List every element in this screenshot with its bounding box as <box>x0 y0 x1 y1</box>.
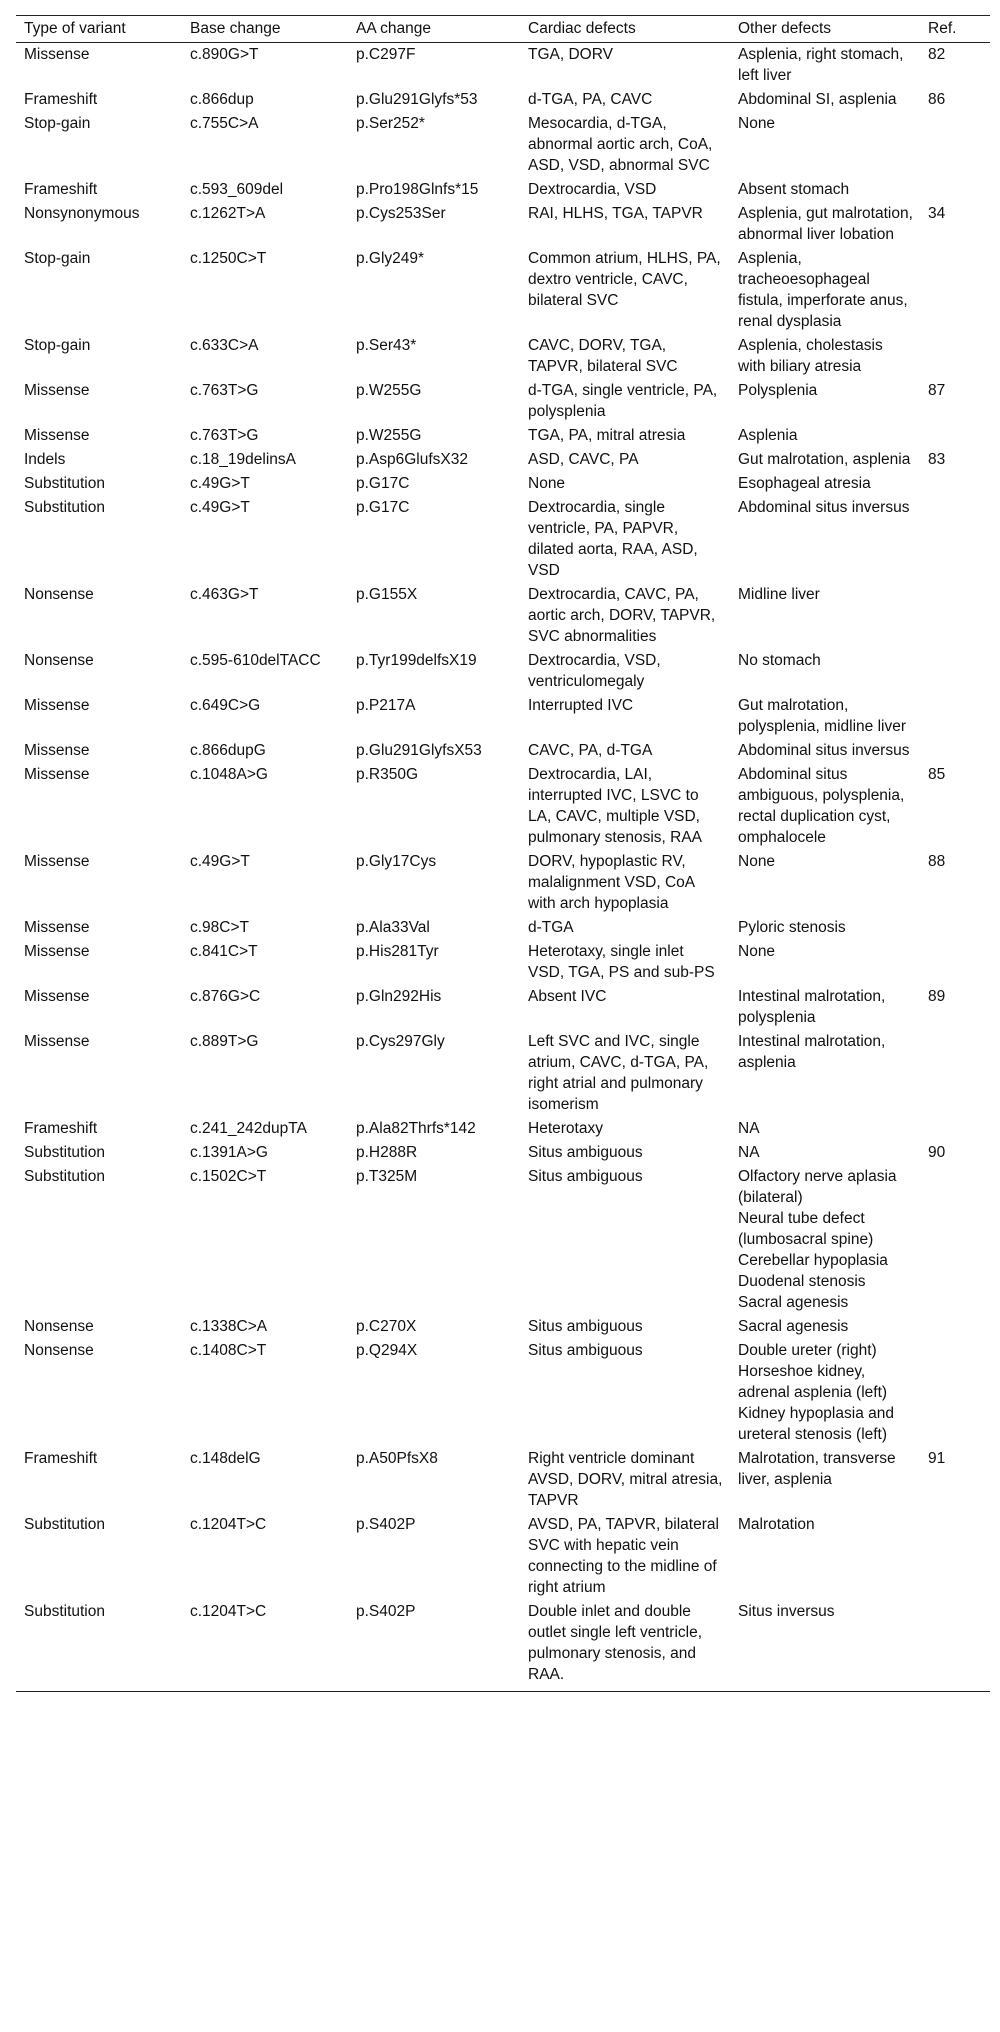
cell-type-of-variant: Substitution <box>24 1144 105 1161</box>
cell-other-defects <box>730 43 920 89</box>
other-defect-item: Olfactory nerve aplasia (bilateral) <box>738 1168 897 1206</box>
cell-ref <box>920 1513 990 1600</box>
cell-cardiac-defects: CAVC, PA, d-TGA <box>528 742 653 759</box>
cell-cardiac-defects: Common atrium, HLHS, PA, dextro ventricle, CAVC, bilateral SVC <box>528 250 721 309</box>
cell-ref <box>920 739 990 763</box>
cell-base-change: c.463G>T <box>190 586 259 603</box>
cell-other-defects <box>730 1600 920 1692</box>
cell-cardiac-defects: Heterotaxy <box>528 1120 603 1137</box>
other-defect-item: Gut malrotation, asplenia <box>738 451 911 468</box>
cell-cardiac-defects: ASD, CAVC, PA <box>528 451 639 468</box>
cell-other-defects <box>730 1447 920 1513</box>
cell-aa-change: p.Cys253Ser <box>356 205 446 222</box>
other-defect-item: Duodenal stenosis <box>738 1273 866 1290</box>
cell-ref <box>920 1600 990 1692</box>
other-defect-item: NA <box>738 1120 760 1137</box>
table-row <box>16 1447 990 1513</box>
cell-ref: 88 <box>928 853 946 870</box>
cell-ref <box>920 916 990 940</box>
other-defect-item: Asplenia, cholestasis with biliary atresia <box>738 337 883 375</box>
other-defect-item: Esophageal atresia <box>738 475 871 492</box>
table-row <box>16 1030 990 1117</box>
cell-ref: 86 <box>928 91 946 108</box>
cell-base-change: c.98C>T <box>190 919 250 936</box>
other-defect-item: None <box>738 943 776 960</box>
cell-base-change: c.1204T>C <box>190 1516 267 1533</box>
cell-type-of-variant: Frameshift <box>24 181 98 198</box>
cell-aa-change: p.Ser252* <box>356 115 425 132</box>
table-row <box>16 178 990 202</box>
table-row <box>16 1117 990 1141</box>
table-row <box>16 583 990 649</box>
other-defect-item: Absent stomach <box>738 181 850 198</box>
cell-type-of-variant: Missense <box>24 853 90 870</box>
cell-ref <box>920 334 990 379</box>
cell-base-change: c.1204T>C <box>182 1600 348 1692</box>
other-defect-item: Horseshoe kidney, adrenal asplenia (left) <box>738 1363 888 1401</box>
header-aa-change: AA change <box>348 16 520 43</box>
cell-base-change: c.866dup <box>190 91 254 108</box>
other-defect-item: Abdominal SI, asplenia <box>738 91 897 108</box>
table-body <box>16 43 990 1692</box>
cell-other-defects <box>730 1030 920 1117</box>
other-defect-item: NA <box>738 1144 760 1161</box>
cell-other-defects <box>730 247 920 334</box>
header-ref: Ref. <box>920 16 990 43</box>
header-other-defects: Other defects <box>730 16 920 43</box>
table-row <box>16 694 990 739</box>
cell-aa-change: p.Cys297Gly <box>356 1033 445 1050</box>
cell-ref: 82 <box>928 46 946 63</box>
cell-cardiac-defects: Dextrocardia, LAI, interrupted IVC, LSVC to LA, CAVC, multiple VSD, pulmonary stenosis, RAA <box>528 766 703 846</box>
other-defect-item: Double ureter (right) <box>738 1342 877 1359</box>
cell-base-change: c.593_609del <box>190 181 284 198</box>
table-row <box>16 916 990 940</box>
cell-type-of-variant: Missense <box>24 382 90 399</box>
cell-aa-change: p.Ser43* <box>356 337 417 354</box>
cell-type-of-variant: Missense <box>24 1033 90 1050</box>
cell-aa-change: p.Gly249* <box>356 250 425 267</box>
other-defect-item: Sacral agenesis <box>738 1294 849 1311</box>
cell-type-of-variant: Frameshift <box>24 91 98 108</box>
cell-cardiac-defects: Situs ambiguous <box>528 1342 643 1359</box>
table-row <box>16 985 990 1030</box>
other-defect-item: Asplenia, right stomach, left liver <box>738 46 904 84</box>
cell-base-change: c.755C>A <box>190 115 259 132</box>
table-row <box>16 247 990 334</box>
cell-cardiac-defects: None <box>528 475 566 492</box>
cell-type-of-variant: Stop-gain <box>24 337 91 354</box>
cell-base-change: c.841C>T <box>190 943 258 960</box>
cell-base-change: c.763T>G <box>190 382 259 399</box>
cell-ref: 83 <box>928 451 946 468</box>
table-header <box>16 16 990 43</box>
table-row <box>16 763 990 850</box>
table-row <box>16 1600 990 1692</box>
table-row <box>16 112 990 178</box>
other-defect-item: No stomach <box>738 652 821 669</box>
cell-base-change: c.890G>T <box>190 46 259 63</box>
other-defect-item: Sacral agenesis <box>738 1318 849 1335</box>
other-defect-item: Pyloric stenosis <box>738 919 846 936</box>
cell-other-defects <box>730 424 920 448</box>
cell-ref <box>920 940 990 985</box>
cell-other-defects <box>730 496 920 583</box>
cell-type-of-variant: Nonsense <box>24 1342 94 1359</box>
cell-aa-change: p.Ala82Thrfs*142 <box>356 1120 476 1137</box>
cell-aa-change: p.Tyr199delfsX19 <box>356 652 477 669</box>
other-defect-item: Malrotation, transverse liver, asplenia <box>738 1450 896 1488</box>
other-defect-item: Midline liver <box>738 586 820 603</box>
cell-cardiac-defects: Situs ambiguous <box>528 1318 643 1335</box>
other-defect-item: None <box>738 115 776 132</box>
header-base-change: Base change <box>182 16 348 43</box>
cell-aa-change: p.G17C <box>356 475 410 492</box>
other-defect-item: Asplenia, tracheoesophageal fistula, imperforate anus, renal dysplasia <box>738 250 908 330</box>
cell-cardiac-defects: Heterotaxy, single inlet VSD, TGA, PS and sub-PS <box>528 943 715 981</box>
table-row <box>16 1315 990 1339</box>
cell-other-defects <box>730 1339 920 1447</box>
cell-ref <box>920 1315 990 1339</box>
cell-other-defects <box>730 112 920 178</box>
other-defect-item: Abdominal situs inversus <box>738 499 910 516</box>
cell-aa-change: p.Glu291GlyfsX53 <box>356 742 482 759</box>
cell-aa-change: p.W255G <box>356 427 422 444</box>
cell-aa-change: p.Asp6GlufsX32 <box>356 451 469 468</box>
other-defect-item: Asplenia <box>738 427 798 444</box>
cell-type-of-variant: Substitution <box>16 1600 182 1692</box>
table-row <box>16 850 990 916</box>
cell-aa-change: p.Gln292His <box>356 988 442 1005</box>
cell-type-of-variant: Nonsense <box>24 1318 94 1335</box>
cell-other-defects <box>730 1315 920 1339</box>
cell-aa-change: p.A50PfsX8 <box>356 1450 438 1467</box>
table-row <box>16 649 990 694</box>
cell-ref <box>920 472 990 496</box>
cell-type-of-variant: Substitution <box>24 475 105 492</box>
other-defect-item: Neural tube defect (lumbosacral spine) <box>738 1210 874 1248</box>
cell-aa-change: p.G155X <box>356 586 418 603</box>
cell-cardiac-defects: RAI, HLHS, TGA, TAPVR <box>528 205 703 222</box>
table-row <box>16 202 990 247</box>
other-defect-item: Intestinal malrotation, asplenia <box>738 1033 886 1071</box>
cell-type-of-variant: Substitution <box>24 1516 105 1533</box>
other-defect-item: Kidney hypoplasia and ureteral stenosis (left) <box>738 1405 894 1443</box>
cell-type-of-variant: Stop-gain <box>24 115 91 132</box>
cell-base-change: c.1262T>A <box>190 205 266 222</box>
cell-cardiac-defects: Dextrocardia, CAVC, PA, aortic arch, DORV, TAPVR, SVC abnormalities <box>528 586 716 645</box>
cell-type-of-variant: Nonsense <box>24 586 94 603</box>
cell-other-defects <box>730 1117 920 1141</box>
cell-other-defects <box>730 985 920 1030</box>
cell-base-change: c.1391A>G <box>190 1144 268 1161</box>
cell-aa-change: p.Q294X <box>356 1342 418 1359</box>
table-row <box>16 1339 990 1447</box>
cell-cardiac-defects: Dextrocardia, single ventricle, PA, PAPVR, dilated aorta, RAA, ASD, VSD <box>528 499 698 579</box>
cell-ref <box>920 112 990 178</box>
cell-aa-change: p.C297F <box>356 46 416 63</box>
cell-ref <box>920 694 990 739</box>
cell-aa-change: p.H288R <box>356 1144 418 1161</box>
other-defect-item: Intestinal malrotation, polysplenia <box>738 988 886 1026</box>
cell-other-defects <box>730 649 920 694</box>
cell-type-of-variant: Substitution <box>24 499 105 516</box>
cell-cardiac-defects: Dextrocardia, VSD <box>528 181 657 198</box>
cell-base-change: c.633C>A <box>190 337 259 354</box>
cell-cardiac-defects: Double inlet and double outlet single left ventricle, pulmonary stenosis, and RAA. <box>520 1600 730 1692</box>
cell-cardiac-defects: Right ventricle dominant AVSD, DORV, mitral atresia, TAPVR <box>528 1450 723 1509</box>
cell-base-change: c.763T>G <box>190 427 259 444</box>
cell-ref <box>920 424 990 448</box>
cell-aa-change: p.S402P <box>356 1516 416 1533</box>
cell-ref: 90 <box>928 1144 946 1161</box>
cell-ref: 85 <box>928 766 946 783</box>
cell-type-of-variant: Stop-gain <box>24 250 91 267</box>
table-row <box>16 472 990 496</box>
header-row <box>16 16 990 43</box>
cell-ref <box>920 1117 990 1141</box>
cell-type-of-variant: Missense <box>24 427 90 444</box>
header-cardiac-defects: Cardiac defects <box>520 16 730 43</box>
other-defect-item: Asplenia, gut malrotation, abnormal liver lobation <box>738 205 913 243</box>
cell-cardiac-defects: d-TGA <box>528 919 574 936</box>
cell-other-defects <box>730 1141 920 1165</box>
cell-ref <box>920 496 990 583</box>
cell-cardiac-defects: TGA, DORV <box>528 46 613 63</box>
cell-other-defects <box>730 583 920 649</box>
cell-aa-change: p.Ala33Val <box>356 919 430 936</box>
cell-other-defects <box>730 1513 920 1600</box>
other-defect-item: Abdominal situs ambiguous, polysplenia, rectal duplication cyst, omphalocele <box>738 766 905 846</box>
cell-type-of-variant: Missense <box>24 742 90 759</box>
cell-aa-change: p.P217A <box>356 697 416 714</box>
other-defect-item: None <box>738 853 776 870</box>
cell-cardiac-defects: Mesocardia, d-TGA, abnormal aortic arch, CoA, ASD, VSD, abnormal SVC <box>528 115 713 174</box>
table-row <box>16 424 990 448</box>
cell-ref <box>920 649 990 694</box>
cell-cardiac-defects: Dextrocardia, VSD, ventriculomegaly <box>528 652 661 690</box>
cell-base-change: c.876G>C <box>190 988 261 1005</box>
cell-other-defects <box>730 379 920 424</box>
cell-ref <box>920 178 990 202</box>
cell-aa-change: p.Glu291Glyfs*53 <box>356 91 478 108</box>
cell-cardiac-defects: Absent IVC <box>528 988 607 1005</box>
cell-type-of-variant: Frameshift <box>24 1120 98 1137</box>
cell-ref <box>920 1030 990 1117</box>
cell-type-of-variant: Nonsynonymous <box>24 205 140 222</box>
table-row <box>16 379 990 424</box>
table-row <box>16 940 990 985</box>
cell-other-defects <box>730 850 920 916</box>
cell-type-of-variant: Frameshift <box>24 1450 98 1467</box>
other-defect-item: Malrotation <box>738 1516 815 1533</box>
cell-ref <box>920 583 990 649</box>
cell-ref <box>920 247 990 334</box>
other-defect-item: Abdominal situs inversus <box>738 742 910 759</box>
cell-ref: 91 <box>928 1450 946 1467</box>
cell-base-change: c.866dupG <box>190 742 266 759</box>
cell-base-change: c.148delG <box>190 1450 261 1467</box>
cell-cardiac-defects: CAVC, DORV, TGA, TAPVR, bilateral SVC <box>528 337 678 375</box>
cell-cardiac-defects: DORV, hypoplastic RV, malalignment VSD, CoA with arch hypoplasia <box>528 853 695 912</box>
cell-other-defects <box>730 694 920 739</box>
cell-base-change: c.49G>T <box>190 499 250 516</box>
cell-base-change: c.1408C>T <box>190 1342 267 1359</box>
cell-ref: 89 <box>928 988 946 1005</box>
cell-type-of-variant: Missense <box>24 46 90 63</box>
cell-cardiac-defects: Situs ambiguous <box>528 1168 643 1185</box>
table-row <box>16 88 990 112</box>
cell-cardiac-defects: TGA, PA, mitral atresia <box>528 427 686 444</box>
table-row <box>16 448 990 472</box>
cell-base-change: c.1048A>G <box>190 766 268 783</box>
other-defect-item: Polysplenia <box>738 382 818 399</box>
cell-aa-change: p.S402P <box>348 1600 520 1692</box>
cell-base-change: c.1250C>T <box>190 250 267 267</box>
cell-base-change: c.649C>G <box>190 697 261 714</box>
cell-type-of-variant: Missense <box>24 988 90 1005</box>
cell-cardiac-defects: Left SVC and IVC, single atrium, CAVC, d-TGA, PA, right atrial and pulmonary isomerism <box>528 1033 709 1113</box>
cell-cardiac-defects: d-TGA, single ventricle, PA, polysplenia <box>528 382 718 420</box>
cell-type-of-variant: Missense <box>24 697 90 714</box>
cell-base-change: c.49G>T <box>190 853 250 870</box>
variant-table-container <box>16 15 990 1692</box>
cell-ref: 87 <box>928 382 946 399</box>
cell-aa-change: p.T325M <box>356 1168 418 1185</box>
cell-other-defects <box>730 763 920 850</box>
cell-base-change: c.18_19delinsA <box>190 451 296 468</box>
table-row <box>16 334 990 379</box>
cell-other-defects <box>730 472 920 496</box>
cell-type-of-variant: Indels <box>24 451 66 468</box>
cell-other-defects <box>730 448 920 472</box>
other-defect-item: Cerebellar hypoplasia <box>738 1252 888 1269</box>
header-type-of-variant: Type of variant <box>16 16 182 43</box>
other-defect-item: Gut malrotation, polysplenia, midline liver <box>738 697 906 735</box>
cell-ref: 34 <box>928 205 946 222</box>
cell-base-change: c.595-610delTACC <box>190 652 321 669</box>
cell-ref <box>920 1339 990 1447</box>
cell-aa-change: p.R350G <box>356 766 419 783</box>
cell-cardiac-defects: d-TGA, PA, CAVC <box>528 91 653 108</box>
cell-type-of-variant: Missense <box>24 943 90 960</box>
cell-base-change: c.241_242dupTA <box>190 1120 307 1137</box>
cell-base-change: c.1338C>A <box>190 1318 268 1335</box>
cell-other-defects <box>730 739 920 763</box>
cell-base-change: c.1502C>T <box>190 1168 267 1185</box>
cell-aa-change: p.Pro198Glnfs*15 <box>356 181 479 198</box>
cell-other-defects <box>730 940 920 985</box>
cell-other-defects <box>730 916 920 940</box>
cell-other-defects <box>730 178 920 202</box>
table-row <box>16 1165 990 1315</box>
cell-type-of-variant: Missense <box>24 766 90 783</box>
cell-base-change: c.49G>T <box>190 475 250 492</box>
table-row <box>16 1513 990 1600</box>
cell-type-of-variant: Missense <box>24 919 90 936</box>
cell-cardiac-defects: Situs ambiguous <box>528 1144 643 1161</box>
table-row <box>16 43 990 89</box>
cell-base-change: c.889T>G <box>190 1033 259 1050</box>
table-row <box>16 496 990 583</box>
cell-other-defects <box>730 202 920 247</box>
cell-cardiac-defects: Interrupted IVC <box>528 697 634 714</box>
cell-cardiac-defects: AVSD, PA, TAPVR, bilateral SVC with hepatic vein connecting to the midline of right atrium <box>528 1516 719 1596</box>
cell-type-of-variant: Nonsense <box>24 652 94 669</box>
other-defect-item: Situs inversus <box>738 1603 835 1620</box>
cell-type-of-variant: Substitution <box>24 1168 105 1185</box>
cell-aa-change: p.C270X <box>356 1318 417 1335</box>
cell-aa-change: p.His281Tyr <box>356 943 439 960</box>
cell-other-defects <box>730 334 920 379</box>
cell-aa-change: p.Gly17Cys <box>356 853 437 870</box>
cell-aa-change: p.G17C <box>356 499 410 516</box>
table-row <box>16 739 990 763</box>
cell-ref <box>920 1165 990 1315</box>
cell-aa-change: p.W255G <box>356 382 422 399</box>
variant-table <box>16 15 990 1692</box>
cell-other-defects <box>730 88 920 112</box>
cell-other-defects <box>730 1165 920 1315</box>
table-row <box>16 1141 990 1165</box>
